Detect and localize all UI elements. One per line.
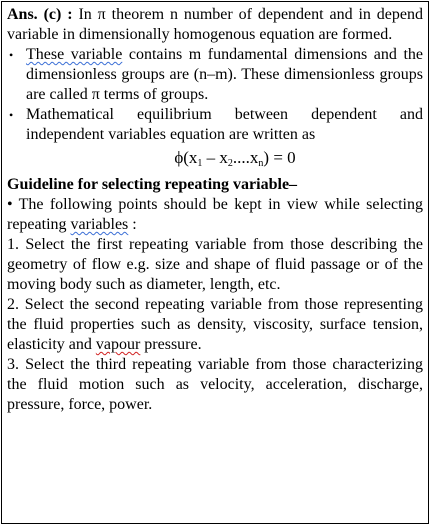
bullet-item-2 bbox=[7, 105, 423, 145]
guideline-item-1: 1. Select the first repeating variable from those describing the geometry of flow e.g. size and shape of fluid passage or of the moving body such as diameter, length, etc. bbox=[7, 236, 423, 293]
guideline-item-3: 3. Select the third repeating variable from those characterizing the fluid motion such as velocity, acceleration, discharge, pressure, force, power. bbox=[7, 356, 423, 413]
bullet-icon: • bbox=[9, 48, 14, 62]
guideline-item-2: 2. Select the second repeating variable from those representing the fluid properties such as density, viscosity, surface tension, elasticity and vapour pressure. bbox=[7, 296, 423, 353]
guideline-intro: • The following points should be kept in view while selecting repeating variables : bbox=[7, 196, 423, 233]
guideline-heading: Guideline for selecting repeating variable– bbox=[7, 176, 298, 193]
bullet-icon: • bbox=[9, 108, 14, 122]
bullet-2-text: Mathematical equilibrium between dependent and independent variables equation are written as bbox=[26, 106, 423, 143]
guideline-intro-underlined: variables bbox=[70, 216, 129, 233]
guideline-item-2-underlined: vapour bbox=[95, 336, 141, 353]
intro-text: In π theorem n number of dependent and in depend variable in dimensionally homogenous equation are formed. bbox=[7, 6, 424, 43]
equation: $\phi(x_1 - x_2....x_n) = 0$ bbox=[174, 148, 296, 169]
bullet-1-underlined: These variable bbox=[26, 46, 123, 63]
answer-label: Ans. (c) : bbox=[7, 6, 73, 23]
intro-paragraph bbox=[7, 5, 423, 45]
document-page bbox=[1, 1, 429, 524]
bullet-1-text: contains m fundamental dimensions and the dimensionless groups are (n–m). These dimensionless groups are called π terms of groups. bbox=[26, 46, 423, 103]
bullet-item-1 bbox=[7, 45, 423, 105]
